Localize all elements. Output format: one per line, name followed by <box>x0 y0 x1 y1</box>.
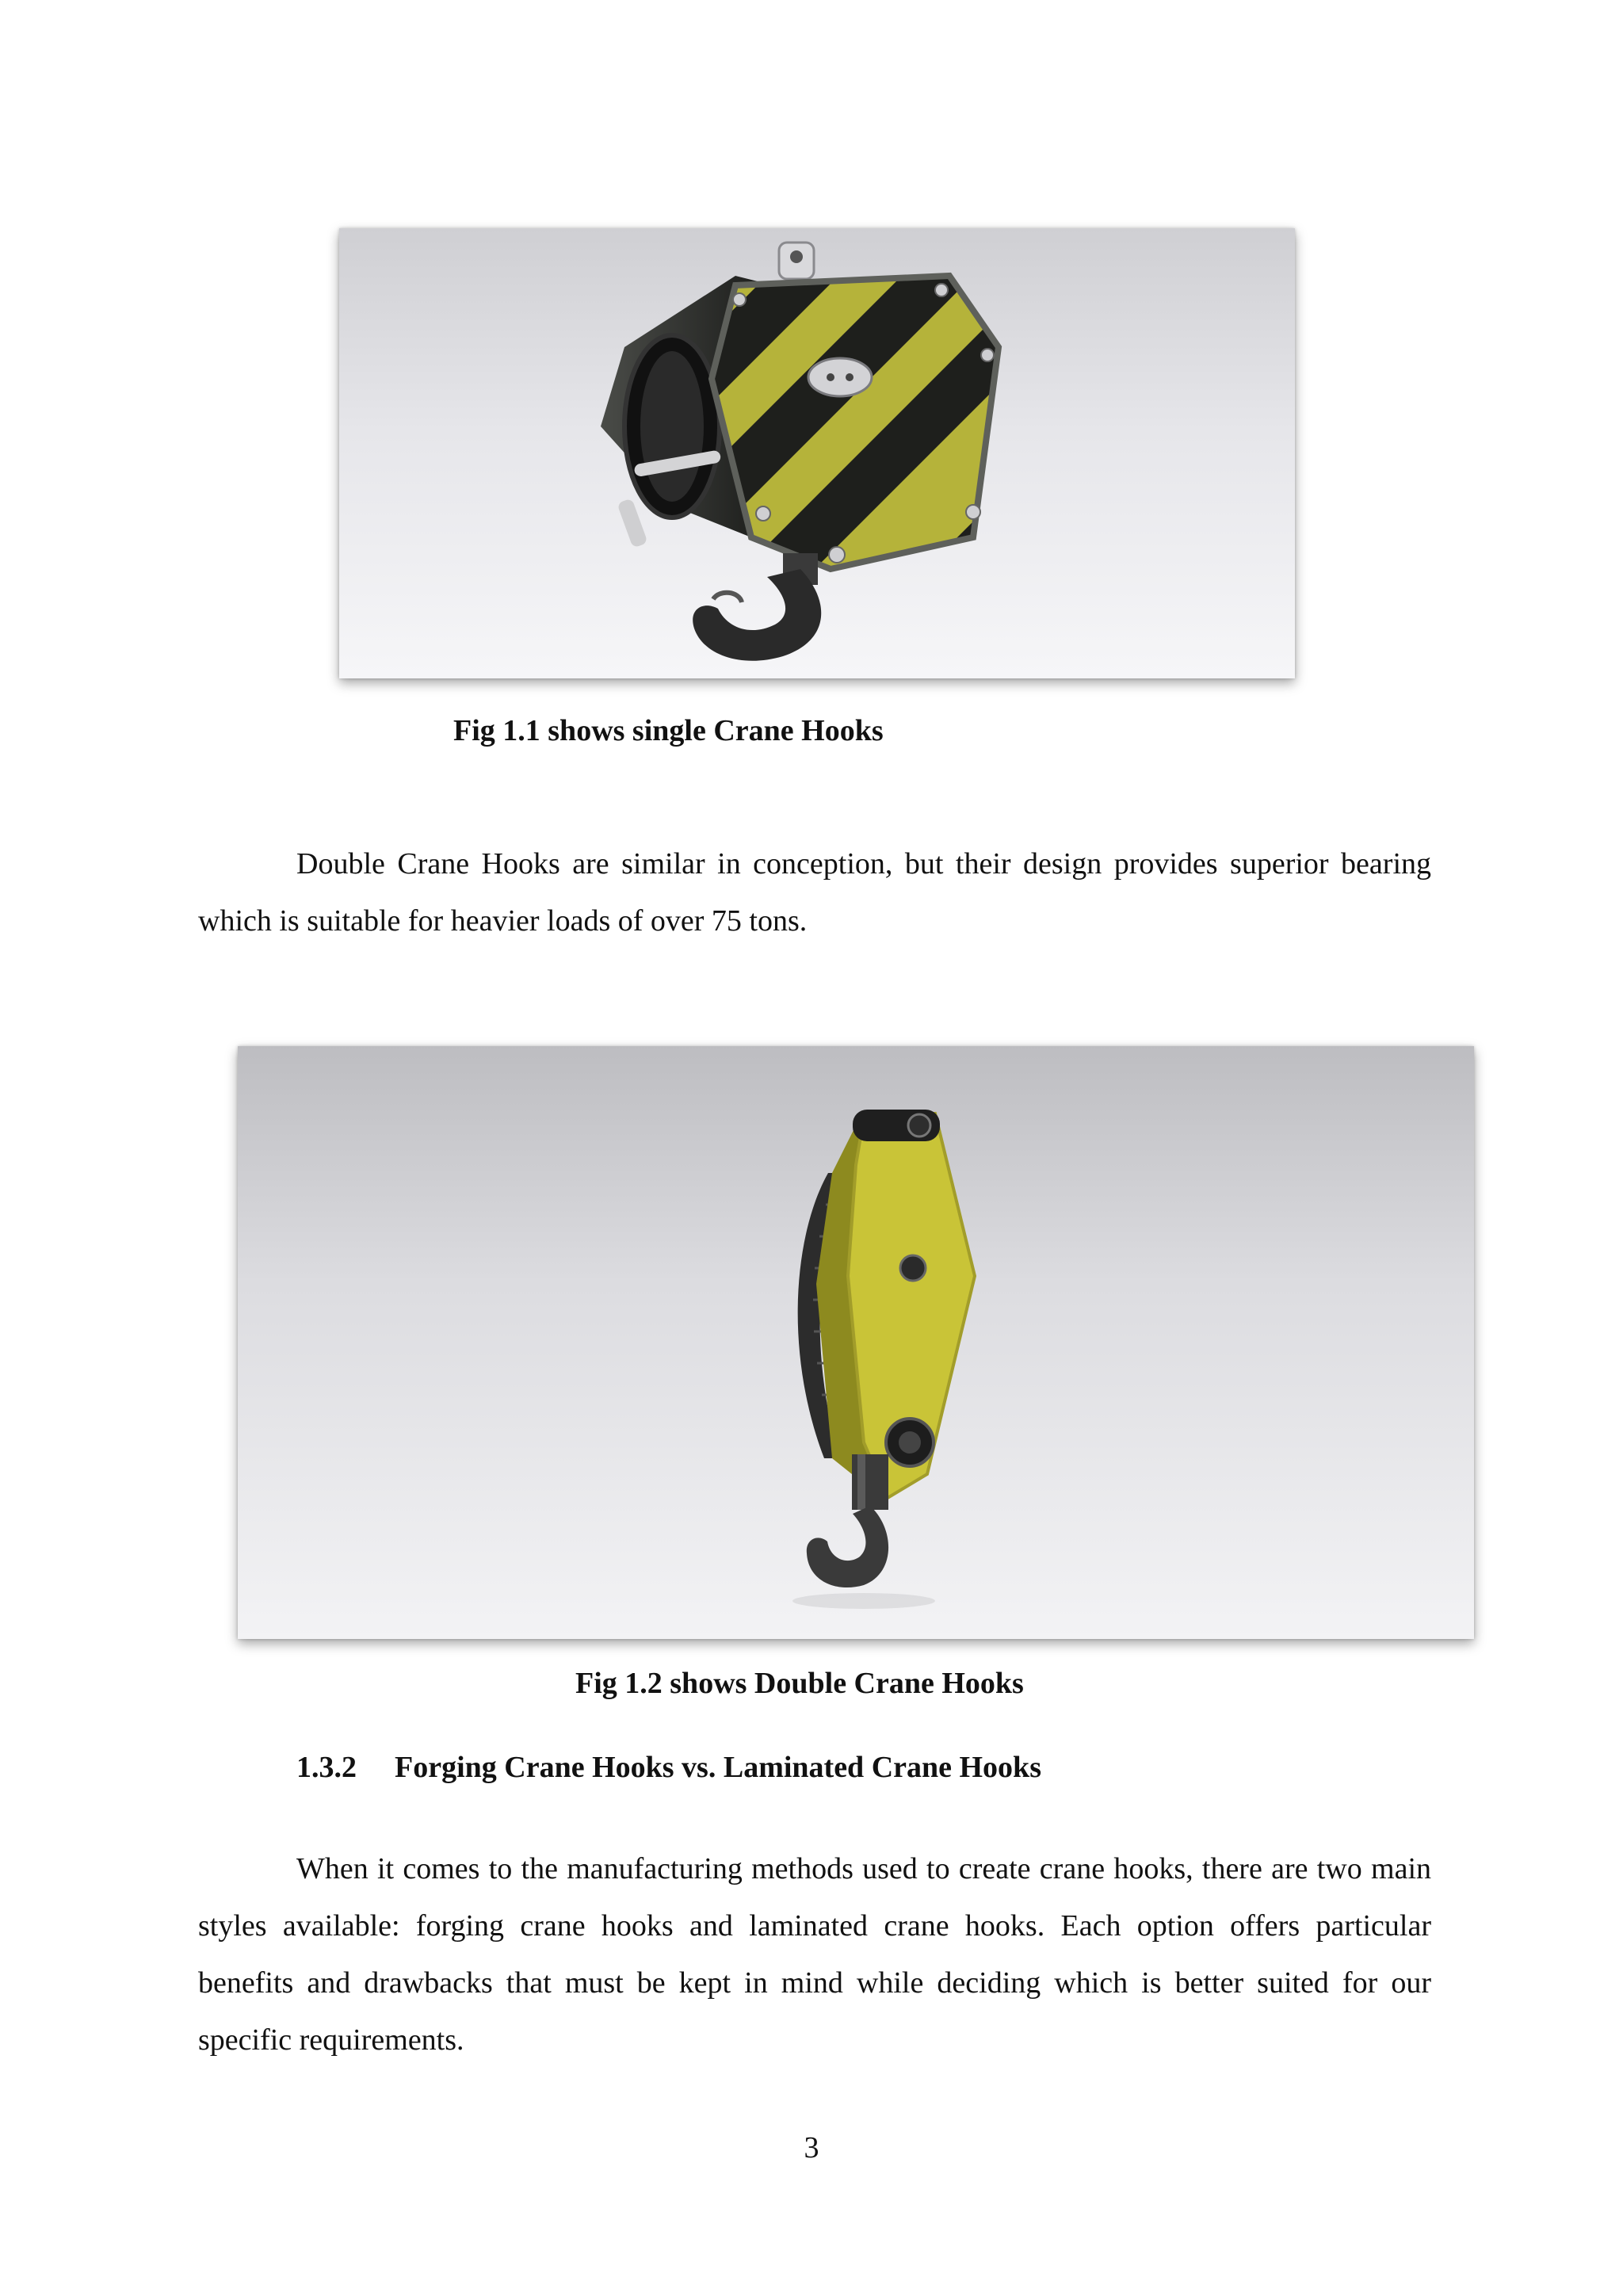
section-number: 1.3.2 <box>296 1751 357 1784</box>
paragraph-double-hooks: Double Crane Hooks are similar in conception, but their design provides superior bearing which is suitable for heavier loads of over 75 tons. <box>198 847 1431 938</box>
figure-caption-1: Fig 1.1 shows single Crane Hooks <box>453 714 884 747</box>
figure-single-crane-hook <box>339 228 1295 678</box>
section-heading <box>296 1748 1041 1786</box>
figure-double-crane-hook <box>238 1046 1474 1639</box>
figure-caption-2: Fig 1.2 shows Double Crane Hooks <box>575 1667 1024 1700</box>
single-crane-hook-illustration <box>339 228 1295 678</box>
double-crane-hook-illustration <box>238 1046 1474 1639</box>
paragraph-manufacturing-methods: When it comes to the manufacturing methods used to create crane hooks, there are two main styles available: forging crane hooks and laminated crane hooks. Each option offers particular benefits and drawbacks that must be kept in mind while deciding which is better suited for our specific requirements. <box>198 1852 1431 2057</box>
section-title: Forging Crane Hooks vs. Laminated Crane Hooks <box>395 1751 1041 1784</box>
page-number: 3 <box>804 2131 819 2164</box>
